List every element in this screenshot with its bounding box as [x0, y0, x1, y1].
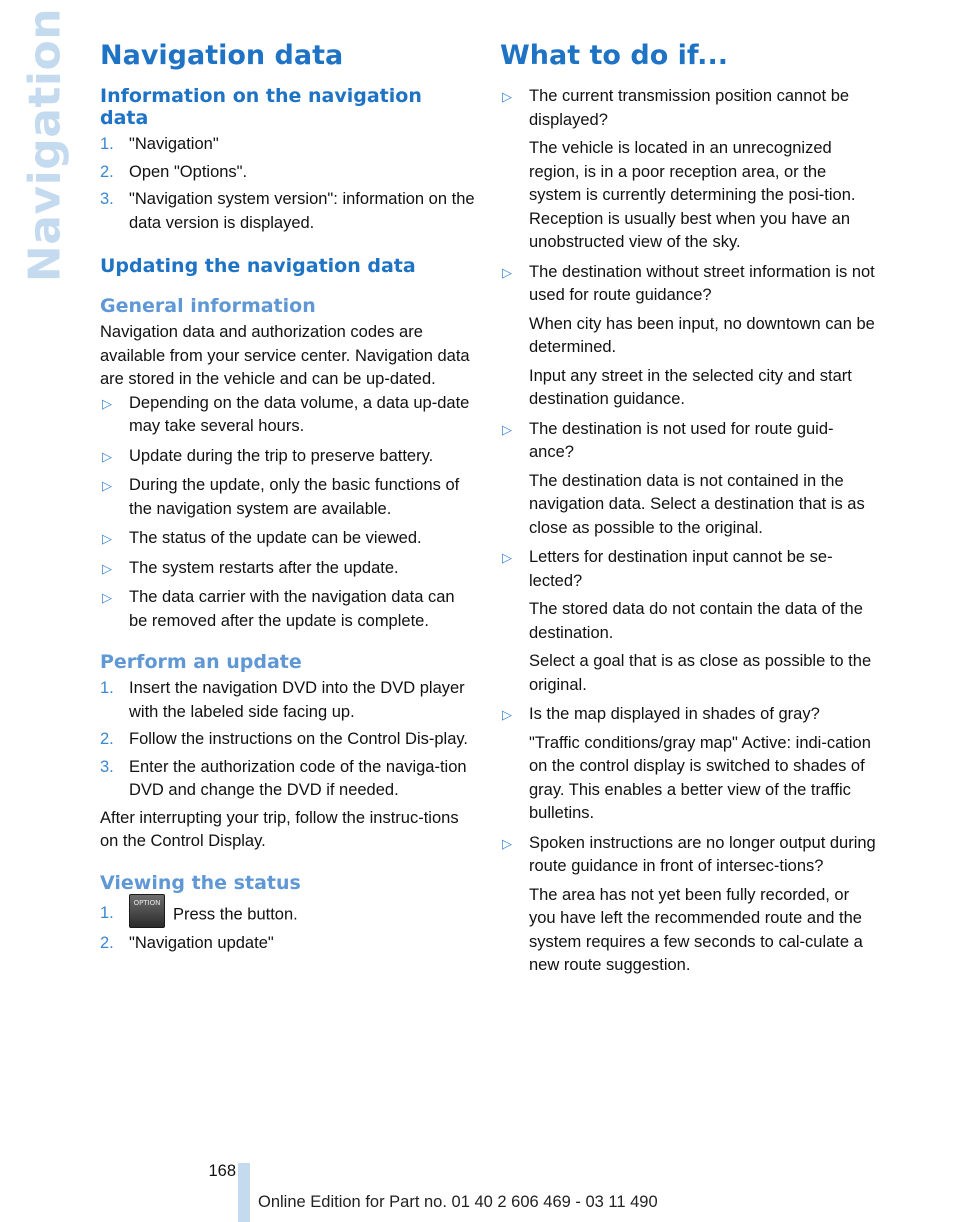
list-item — [100, 557, 475, 581]
question-text: Is the map displayed in shades of gray? — [529, 705, 820, 723]
answer-text: "Traffic conditions/gray map" Active: indi-cation on the control display is switched to shades of gray. This enables a better view of the traffic bulletins. — [529, 733, 871, 822]
list-item — [500, 85, 876, 255]
triangle-bullet-icon: ▷ — [102, 531, 112, 546]
list-item — [100, 445, 475, 469]
question-text: The current transmission position cannot be displayed? — [529, 87, 850, 129]
option-button-icon: OPTION — [129, 894, 165, 928]
step-text: "Navigation system version": information on the data version is displayed. — [129, 190, 475, 232]
answer-text: When city has been input, no downtown can be determined. — [529, 314, 875, 356]
list-item — [500, 261, 876, 412]
heading-viewing-status: Viewing the status — [100, 871, 301, 894]
step-number: 2. — [100, 730, 114, 748]
right-column — [500, 40, 876, 984]
perform-steps — [100, 677, 475, 803]
list-item — [100, 728, 475, 752]
step-text: "Navigation" — [129, 135, 219, 153]
question-text: The destination without street information is not used for route guidance? — [529, 262, 875, 304]
question-text: Letters for destination input cannot be se-lected? — [529, 548, 833, 590]
triangle-bullet-icon: ▷ — [502, 835, 512, 851]
triangle-bullet-icon: ▷ — [502, 264, 512, 280]
footer-accent-bar — [238, 1163, 250, 1222]
step-number: 3. — [100, 190, 114, 208]
triangle-bullet-icon: ▷ — [102, 560, 112, 576]
triangle-bullet-icon: ▷ — [102, 478, 112, 493]
step-text: Insert the navigation DVD into the DVD player with the labeled side facing up. — [129, 679, 465, 721]
list-item — [100, 677, 475, 724]
triangle-bullet-icon: ▷ — [102, 395, 112, 411]
status-steps — [100, 898, 475, 956]
bullet-text: Depending on the data volume, a data up-date may take several hours. — [129, 393, 470, 435]
heading-general-information: General information — [100, 295, 316, 317]
list-item — [100, 133, 475, 157]
step-text: Enter the authorization code of the naviga-tion DVD and change the DVD if needed. — [129, 757, 467, 799]
info-steps — [100, 133, 475, 235]
list-item — [500, 418, 876, 541]
answer-text: Select a goal that is as close as possible to the original. — [529, 652, 872, 694]
step-text: Press the button. — [173, 904, 298, 923]
side-tab-label: Navigation — [19, 7, 71, 283]
triangle-bullet-icon: ▷ — [502, 89, 512, 104]
answer-text: Input any street in the selected city and start destination guidance. — [529, 366, 852, 408]
page-title-what-to-do: What to do if... — [500, 40, 728, 71]
step-number: 2. — [100, 933, 114, 952]
step-number: 1. — [100, 679, 114, 697]
heading-perform-update: Perform an update — [100, 651, 302, 673]
left-column — [100, 40, 475, 959]
step-number: 1. — [100, 135, 114, 153]
page-title-navigation-data: Navigation data — [100, 40, 344, 71]
bullet-text: During the update, only the basic functions of the navigation system are available. — [129, 476, 460, 518]
list-item — [100, 932, 475, 956]
answer-text: The area has not yet been fully recorded, or you have left the recommended route and the system requires a few seconds to cal-culate a new route suggestion. — [529, 885, 863, 974]
list-item — [500, 546, 876, 697]
general-bullets — [100, 392, 475, 634]
list-item — [100, 756, 475, 803]
list-item — [500, 703, 876, 826]
list-item — [100, 161, 475, 185]
page-number: 168 — [208, 1162, 236, 1180]
answer-text: The destination data is not contained in the navigation data. Select a destination that is as close as possible to the original. — [529, 471, 865, 537]
list-item — [100, 474, 475, 521]
step-text: Follow the instructions on the Control Dis-play. — [129, 730, 469, 748]
question-text: The destination is not used for route guid-ance? — [529, 419, 834, 461]
perform-after-paragraph: After interrupting your trip, follow the instruc-tions on the Control Display. — [100, 808, 459, 850]
side-tab — [19, 7, 71, 283]
step-number: 3. — [100, 757, 114, 776]
triangle-bullet-icon: ▷ — [502, 421, 512, 437]
list-item — [100, 527, 475, 551]
step-number: 1. — [100, 903, 114, 922]
faq-list — [500, 85, 876, 978]
bullet-text: The data carrier with the navigation data can be removed after the update is complete. — [129, 588, 455, 630]
list-item — [100, 898, 475, 928]
bullet-text: Update during the trip to preserve battery. — [129, 446, 434, 465]
list-item — [100, 188, 475, 235]
step-number: 2. — [100, 162, 114, 181]
triangle-bullet-icon: ▷ — [102, 448, 112, 464]
bullet-text: The system restarts after the update. — [129, 558, 399, 577]
answer-text: The vehicle is located in an unrecognized region, is in a poor reception area, or the system is currently determining the posi-tion. Reception is usually best when you have an unobstructed view of the sky. — [529, 139, 856, 251]
bullet-text: The status of the update can be viewed. — [129, 529, 422, 547]
question-text: Spoken instructions are no longer output during route guidance in front of intersec-tions? — [529, 833, 876, 875]
answer-text: The stored data do not contain the data of the destination. — [529, 600, 863, 642]
heading-information: Information on the navigation data — [100, 85, 422, 129]
step-text: "Navigation update" — [129, 933, 274, 952]
list-item — [500, 832, 876, 978]
general-paragraph: Navigation data and authorization codes are available from your service center. Navigation data are stored in the vehicle and can be up-dated. — [100, 323, 470, 388]
step-text: Open "Options". — [129, 162, 248, 181]
list-item — [100, 392, 475, 439]
triangle-bullet-icon: ▷ — [502, 550, 512, 565]
heading-updating: Updating the navigation data — [100, 255, 416, 277]
edition-text: Online Edition for Part no. 01 40 2 606 469 - 03 11 490 — [258, 1193, 658, 1211]
list-item — [100, 586, 475, 633]
triangle-bullet-icon: ▷ — [502, 707, 512, 722]
triangle-bullet-icon: ▷ — [102, 590, 112, 605]
